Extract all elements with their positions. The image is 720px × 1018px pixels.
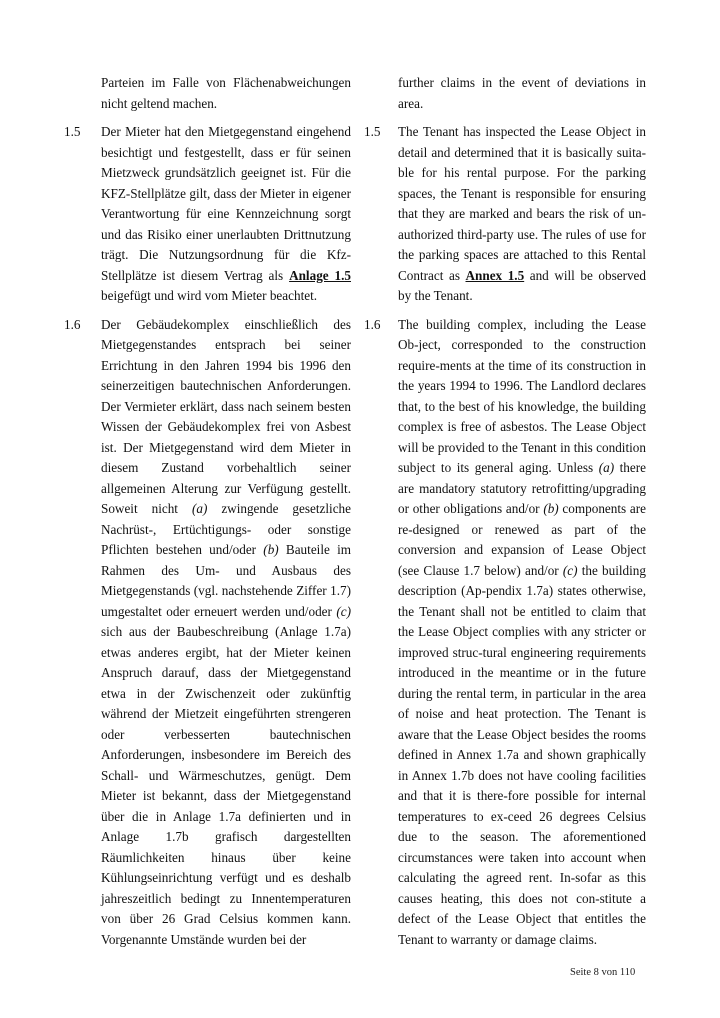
section-text-part: beigefügt und wird vom Mieter beachtet.: [101, 288, 318, 303]
section-text-part: the building description (Ap-pendix 1.7a) states otherwise, the Tenant shall not be entitled to claim that the Lease Object complies with any stricter or improved struc-tural engineering requirements introduced in the meantime or in the future during the rental term, in particular in the area of noise and heat protection. The Tenant is aware that the Lease Object besides the rooms defined in Annex 1.7a and shown graphically in Annex 1.7b does not have cooling facilities and that it is there-fore possible for internal temperatures to ex-ceed 26 degrees Celsius due to the season. The aforementioned circumstances were taken into account when calculating the agreed rent. In-sofar as this causes heating, this does not con-stitute a defect of the Lease Object that entitles the Tenant to warranty or damage claims.: [398, 562, 646, 947]
section-text-part: zwingende gesetzliche Nachrüst-, Ertüchtigungs- oder sonstige Pflichten bestehen und/oder: [101, 501, 351, 557]
section-text-part: The building complex, including the Lease Ob-ject, corresponded to the construction require-ments at the time of its construction in the years 1994 to 1996. The Landlord declares that, to the best of his knowledge, the building complex is free of asbestos. The Lease Object will be provided to the Tenant in this condition subject to its general aging. Unless: [398, 316, 646, 475]
german-column: [64, 73, 351, 958]
section-text-part: Der Gebäudekomplex einschließlich des Mietgegenstandes entsprach bei seiner Errichtung in den Jahren 1994 bis 1996 den seinerzeitigen bautechnischen Anforderungen. Der Vermieter erklärt, dass nach seinem besten Wissen der Gebäudekomplex frei von Asbest ist. Der Mietgegenstand wird dem Mieter in diesem Zustand vorbehaltlich seiner allgemeinen Alterung zur Verfügung gestellt. Soweit nicht: [101, 316, 351, 516]
german-section-1-5: [64, 122, 351, 307]
enumeration-marker-c: (c): [562, 562, 578, 578]
section-text-part: and will be observed by the Tenant.: [398, 267, 647, 303]
enumeration-marker-a: (a): [598, 460, 615, 475]
section-number: 1.5: [64, 124, 81, 139]
section-text-part: components are re-designed or renewed as part of the conversion and expansion of Lease Object (see Clause 1.7 below) and/or: [398, 501, 646, 578]
german-continuation-text: Parteien im Falle von Flächenabweichungen nicht geltend machen.: [101, 75, 351, 111]
english-continuation-paragraph: [364, 73, 646, 114]
section-text: [101, 315, 351, 951]
english-column: [364, 73, 646, 958]
german-continuation-paragraph: [64, 73, 351, 114]
enumeration-marker-b: (b): [543, 501, 559, 516]
section-text-part: Der Mieter hat den Mietgegenstand eingehend besichtigt und festgestellt, dass er für seinen Mietzweck grundsätzlich geeignet ist. Für die KFZ-Stellplätze gilt, dass der Mieter in eigener Verantwortung für eine Kennzeichnung sorgt und das Risiko einer unerlaubten Drittnutzung trägt. Die Nutzungsordnung für die Kfz-Stellplätze ist diesem Vertrag als: [101, 124, 351, 283]
section-text: [398, 315, 646, 951]
enumeration-marker-b: (b): [263, 542, 279, 557]
annex-reference-link[interactable]: Anlage 1.5: [289, 267, 351, 283]
enumeration-marker-c: (c): [336, 603, 351, 619]
section-text-part: sich aus der Baubeschreibung (Anlage 1.7a) etwas anderes ergibt, hat der Mieter keinen Anspruch darauf, dass der Mietgegenstand etwa in der Zwischenzeit oder zukünftig während der Mietzeit eingeführten strengeren oder verbesserten bautechnischen Anforderungen, insbesondere im Bereich des Schall- und Wärmeschutzes, genügt. Dem Mieter ist bekannt, dass der Mietgegenstand über die in Anlage 1.7a definierten und in Anlage 1.7b grafisch dargestellten Räumlichkeiten hinaus über keine Kühlungseinrichtung verfügt und es deshalb jahreszeitlich bedingt zu Innentemperaturen von über 26 Grad Celsius kommen kann. Vorgenannte Umstände wurden bei der: [101, 624, 351, 947]
section-text: [398, 122, 646, 307]
section-text: [101, 122, 351, 307]
english-section-1-6: [364, 315, 646, 951]
section-number: 1.5: [364, 124, 381, 139]
annex-reference-link[interactable]: Annex 1.5: [465, 267, 525, 283]
english-continuation-text: further claims in the event of deviations in area.: [398, 75, 646, 111]
page-number-footer: Seite 8 von 110: [570, 967, 636, 978]
section-text-part: Bauteile im Rahmen des Um- und Ausbaus des Mietgegenstands (vgl. nachstehende Ziffer 1.7) umgestaltet oder erneuert werden und/oder: [101, 542, 351, 619]
section-number: 1.6: [364, 316, 381, 332]
section-text-part: there are mandatory statutory retrofitting/upgrading or other obligations and/or: [398, 460, 647, 516]
section-number: 1.6: [64, 316, 81, 332]
english-section-1-5: [364, 122, 646, 307]
enumeration-marker-a: (a): [191, 501, 208, 516]
german-section-1-6: [64, 315, 351, 951]
section-text-part: The Tenant has inspected the Lease Object in detail and determined that it is basically suita-ble for his rental purpose. For the parking spaces, the Tenant is responsible for ensuring that they are marked and bears the risk of un-authorized third-party use. The rules of use for the parking spaces are attached to this Rental Contract as: [398, 124, 646, 283]
